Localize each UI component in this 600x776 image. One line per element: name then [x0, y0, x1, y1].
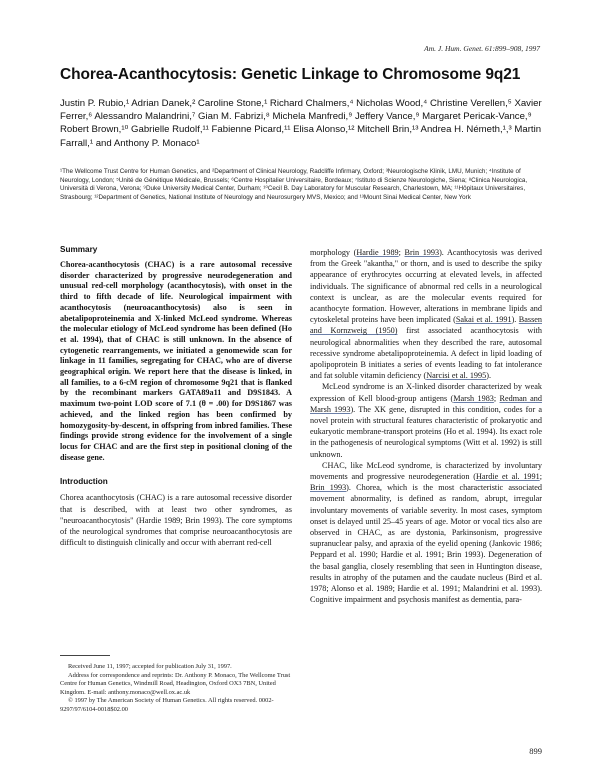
article-title: Chorea-Acanthocytosis: Genetic Linkage to Chromosome 9q21	[60, 66, 521, 83]
citation-link[interactable]: Narcisi et al. 1995	[426, 371, 487, 381]
citation-link[interactable]: Brin 1993	[310, 483, 347, 493]
right-column	[310, 247, 542, 606]
citation-link[interactable]: Hardie 1989	[356, 248, 399, 257]
copyright-note: © 1997 by The American Society of Human Genetics. All rights reserved. 0002-9297/97/6104-0018$02.00	[60, 697, 274, 713]
citation-link[interactable]: Sakai et al. 1991	[455, 315, 512, 325]
citation-link[interactable]: Bassen and Kornzweig (1950)	[310, 315, 542, 336]
page-number: 899	[529, 746, 542, 756]
affiliations: ¹The Wellcome Trust Centre for Human Genetics, and ²Department of Clinical Neurology, Radcliffe Infirmary, Oxford; ³Neurologische Klinik, LMU, Munich; ⁴Institute of Neurology, London; ⁵Unité de Génétique Médicale, Brussels; ⁶Centre Hospitalier Universitaire, Bordeaux; ⁷Istituto di Scienze Neurologiche, Siena; ⁸Clinica Neurologica, Università di Verona, Verona; ⁹Duke University Medical Center, Durham; ¹⁰Cecil B. Day Laboratory for Muscular Research, Charlestown, MA; ¹¹Hôpitaux Universitaires, Strasbourg; ¹²Department of Genetics, National Institute of Neurology and Neurosurgery MVS, Mexico; and ¹³Mount Sinai Medical Center, New York	[60, 168, 528, 201]
citation-link[interactable]: Brin 1993	[404, 248, 440, 257]
right-paragraph-2	[310, 381, 542, 459]
introduction-paragraph: Chorea acanthocytosis (CHAC) is a rare autosomal recessive disorder that is described, with at least two other syndromes, as "neuroacanthocytosis" (Hardie 1989; Brin 1993). The core symptoms of the neurological syndromes that comprise neuroacanthocytosis are difficult to distinguish clinically and occur with aberrant red-cell	[60, 493, 292, 548]
author-list: Justin P. Rubio,¹ Adrian Danek,² Caroline Stone,¹ Richard Chalmers,⁴ Nicholas Wood,⁴ Christine Verellen,⁵ Xavier Ferrer,⁶ Alessandro Malandrini,⁷ Gian M. Fabrizi,⁸ Michela Manfredi,⁹ Jeffery Vance,⁹ Margaret Pericak-Vance,⁹ Robert Brown,¹⁰ Gabrielle Rudolf,¹¹ Fabienne Picard,¹¹ Elisa Alonso,¹² Mitchell Brin,¹³ Andrea H. Németh,¹,³ Martin Farrall,¹ and Anthony P. Monaco¹	[60, 98, 542, 149]
footnote-divider	[60, 655, 110, 656]
text-run: ). Chorea, which is the most characteristic associated movement abnormality, is defined as random, abrupt, irregular involuntary movements of variable severity. In most cases, symptom onset is delayed until 25–45 years of age. Motor or vocal tics also are observed in CHAC, as are dystonia, Parkinsonism, progressive supranuclear palsy, and apraxia of the eyelid opening (Jankovic 1986; Peppard et al. 1990; Hardie et al. 1991; Brin 1993). Degeneration of the basal ganglia, closely resembling that seen in Huntington disease, results in atrophy of the putamen and the caudate nucleus (Bird et al. 1978; Alonso et al. 1989; Hardie et al. 1991; Malandrini et al. 1993). Cognitive impairment and psychosis manifest as dementia, para-	[310, 483, 542, 605]
introduction-heading: Introduction	[60, 477, 108, 487]
journal-citation: Am. J. Hum. Genet. 61:899–908, 1997	[424, 44, 540, 53]
text-run: first associated acanthocytosis with neurological abnormalities when they described the rare, autosomal recessive syndrome abetalipoproteinemia. A defect in lipid loading of apolipoprotein B initiates a series of events leading to fat intolerance and fat soluble vitamin deficiency (	[310, 326, 542, 381]
text-run: ).	[486, 371, 491, 381]
citation-link[interactable]: Marsh 1983	[453, 393, 494, 403]
text-run: ).	[511, 315, 519, 325]
footnotes	[60, 663, 292, 714]
left-column	[60, 245, 292, 548]
summary-heading: Summary	[60, 245, 98, 254]
text-run: ;	[493, 393, 500, 403]
correspondence-note: Address for correspondence and reprints: Dr. Anthony P. Monaco, The Wellcome Trust Centre for Human Genetics, Windmill Road, Headington, Oxford OX3 7BN, United Kingdom. E-mail: anthony.monaco@well.ox.ac.uk	[60, 671, 291, 696]
text-run: McLeod syndrome is an X-linked disorder characterized by weak expression of Kell blood-group antigens (	[310, 382, 542, 403]
citation-link[interactable]: Hardie et al. 1991	[475, 472, 540, 482]
text-run: CHAC, like McLeod syndrome, is characterized by involuntary movements and progressive neurodegeneration (	[310, 460, 542, 482]
right-paragraph-3	[310, 460, 542, 606]
text-run: ). The XK gene, disrupted in this condition, codes for a novel protein with structural features characteristic of prokaryotic and eukaryotic membrane-transport proteins (Ho et al. 1994). Its exact role in the pathogenesis of neurological symptoms (Witt et al. 1992) is still unknown.	[310, 404, 542, 459]
text-run: morphology (	[310, 248, 357, 257]
text-run: ;	[398, 248, 405, 257]
received-date-note: Received June 11, 1997; accepted for publication July 31, 1997.	[68, 663, 232, 670]
right-paragraph-1	[310, 247, 542, 381]
citation-link[interactable]: Redman and Marsh 1993	[310, 393, 542, 414]
text-run: ;	[539, 472, 542, 482]
summary-text: Chorea-acanthocytosis (CHAC) is a rare autosomal recessive disorder characterized by progressive neurodegeneration and unusual red-cell morphology (acanthocytosis), with onset in the third to fifth decade of life. Neurological impairment with acanthocytosis (neuroacanthocytosis) also is seen in abetalipoproteinemia and X-linked McLeod syndrome. Whereas the molecular etiology of McLeod syndrome has been defined (Ho et al. 1994), that of CHAC is still unknown. In the absence of cytogenetic rearrangements, we initiated a genomewide scan for linkage in 11 families, segregating for CHAC, who are of diverse geographical origin. We report here that the disease is linked, in all families, to a 6-cM region of chromosome 9q21 that is flanked by the recombinant markers GATA89a11 and D9S1843. A maximum two-point LOD score of 7.1 (θ = .00) for D9S1867 was achieved, and the linked region has been confirmed by homozygosity-by-descent, in offspring from inbred families. These findings provide strong evidence for the involvement of a single locus for CHAC and are the first step in positional cloning of the disease gene.	[60, 260, 292, 462]
text-run: ). Acanthocytosis was derived from the Greek "akantha," or thorn, and is used to describe the spiky appearance of erythrocytes occurring at elevated levels, in affected individuals. The significance of abnormal red cells in a neurological context is unclear, as are the molecular events required for acanthocyte formation. However, alterations in membrane lipids and cytoskeletal proteins have been implicated (	[310, 248, 542, 325]
